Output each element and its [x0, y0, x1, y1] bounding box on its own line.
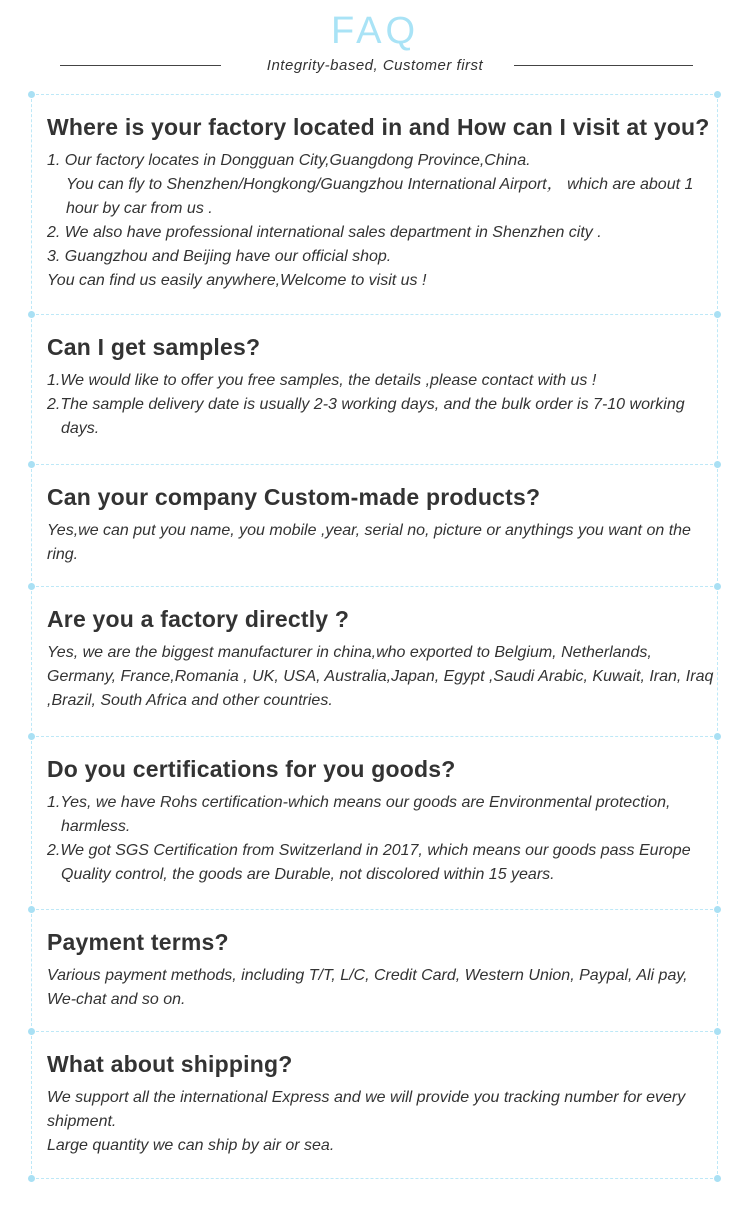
- faq-question: What about shipping?: [47, 1051, 293, 1077]
- answer-line: 3. Guangzhou and Beijing have our official shop.: [47, 248, 392, 265]
- faq-answer: [47, 369, 717, 441]
- corner-dot: [714, 91, 721, 98]
- faq-answer: [47, 641, 717, 713]
- corner-dot: [28, 1175, 35, 1182]
- corner-dot: [714, 311, 721, 318]
- answer-line: Large quantity we can ship by air or sea.: [47, 1137, 335, 1154]
- faq-question: Do you certifications for you goods?: [47, 756, 456, 782]
- answer-line: 2.The sample delivery date is usually 2-3 working days, and the bulk order is 7-10 working days.: [47, 396, 685, 437]
- answer-line: Various payment methods, including T/T, L/C, Credit Card, Western Union, Paypal, Ali pay, We-chat and so on.: [47, 967, 688, 1008]
- faq-question: Can your company Custom-made products?: [47, 484, 541, 510]
- answer-line: We support all the international Express and we will provide you tracking number for every shipment.: [47, 1089, 686, 1130]
- corner-dot: [28, 733, 35, 740]
- corner-dot: [28, 583, 35, 590]
- faq-item-payment: [31, 909, 718, 1031]
- corner-dot: [28, 461, 35, 468]
- faq-item-factory-direct: [31, 586, 718, 736]
- corner-dot: [714, 583, 721, 590]
- faq-question: Where is your factory located in and How can I visit at you?: [47, 114, 710, 140]
- answer-line: You can find us easily anywhere,Welcome to visit us !: [47, 272, 427, 289]
- corner-dot: [28, 906, 35, 913]
- faq-item-custom-made: [31, 464, 718, 586]
- faq-answer: [47, 791, 717, 887]
- faq-question: Payment terms?: [47, 929, 229, 955]
- faq-header: [0, 0, 750, 90]
- answer-line: 2. We also have professional international sales department in Shenzhen city .: [47, 224, 602, 241]
- answer-line: 1.Yes, we have Rohs certification-which means our goods are Environmental protection, harmless.: [47, 794, 671, 835]
- faq-item-shipping: [31, 1031, 718, 1179]
- corner-dot: [714, 733, 721, 740]
- faq-question: Can I get samples?: [47, 334, 261, 360]
- answer-line: Yes, we are the biggest manufacturer in china,who exported to Belgium, Netherlands, Germany, France,Romania , UK, USA, Australia,Japan, Egypt ,Saudi Arabic, Kuwait, Iran, Iraq ,Brazil, South Africa and other countries.: [47, 644, 714, 709]
- faq-answer: [47, 964, 717, 1012]
- answer-line: 2.We got SGS Certification from Switzerland in 2017, which means our goods pass Europe Quality control, the goods are Durable, not discolored within 15 years.: [47, 842, 691, 883]
- corner-dot: [714, 1175, 721, 1182]
- faq-item-certifications: [31, 736, 718, 909]
- faq-item-factory-location: [31, 94, 718, 314]
- answer-line: 1. Our factory locates in Dongguan City,Guangdong Province,China.: [47, 152, 531, 169]
- corner-dot: [714, 906, 721, 913]
- answer-line: 1.We would like to offer you free samples, the details ,please contact with us !: [47, 372, 597, 389]
- answer-line: You can fly to Shenzhen/Hongkong/Guangzhou International Airport， which are about 1 hour by car from us .: [66, 176, 694, 217]
- corner-dot: [28, 1028, 35, 1035]
- faq-list: [31, 94, 718, 1179]
- page-title: FAQ: [330, 10, 420, 52]
- faq-question: Are you a factory directly ?: [47, 606, 350, 632]
- faq-answer: [47, 519, 717, 567]
- corner-dot: [714, 1028, 721, 1035]
- corner-dot: [28, 311, 35, 318]
- answer-line: Yes,we can put you name, you mobile ,year, serial no, picture or anythings you want on the ring.: [47, 522, 691, 563]
- corner-dot: [28, 91, 35, 98]
- faq-answer: [47, 149, 717, 293]
- corner-dot: [714, 461, 721, 468]
- divider-right: [514, 65, 693, 66]
- faq-answer: [47, 1086, 717, 1158]
- faq-item-samples: [31, 314, 718, 464]
- page-subtitle: Integrity-based, Customer first: [266, 57, 484, 74]
